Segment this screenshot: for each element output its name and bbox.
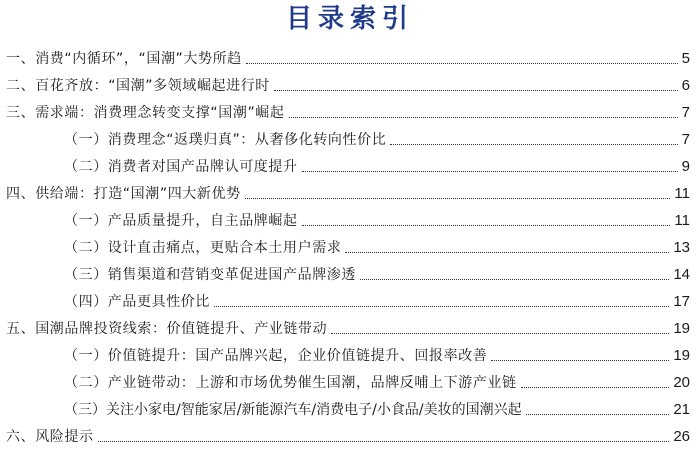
toc-entry[interactable] [6, 42, 690, 68]
dot-leader [245, 198, 671, 199]
toc-page-number: 26 [673, 428, 690, 445]
dot-leader [390, 144, 677, 145]
toc-entry[interactable] [6, 420, 690, 446]
toc-page-number: 14 [673, 266, 690, 283]
dot-leader [98, 441, 670, 442]
toc-subentry[interactable] [64, 204, 690, 230]
toc-page-number: 5 [681, 50, 690, 67]
toc-page-number: 19 [673, 320, 690, 337]
toc-entry-label: 六、风险提示 [6, 429, 94, 445]
toc-entry-label: （三）销售渠道和营销变革促进国产品牌渗透 [64, 267, 356, 283]
toc-page-number: 7 [681, 131, 690, 148]
dot-leader [274, 90, 678, 91]
toc-page-number: 11 [674, 185, 690, 202]
toc-entry-label: 四、供给端：打造“国潮”四大新优势 [6, 186, 241, 202]
toc-subentry[interactable] [64, 393, 690, 419]
toc-entry-label: 三、需求端：消费理念转变支撑“国潮”崛起 [6, 105, 285, 121]
toc-entry-label: （一）价值链提升：国产品牌兴起，企业价值链提升、回报率改善 [64, 348, 488, 364]
dot-leader [491, 360, 669, 361]
toc-subentry[interactable] [64, 123, 690, 149]
toc-subentry[interactable] [64, 285, 690, 311]
toc-entry-label: （一）消费理念“返璞归真”：从奢侈化转向性价比 [64, 132, 387, 148]
toc-entry-label: （二）消费者对国产品牌认可度提升 [64, 159, 298, 175]
toc-page-number: 20 [673, 374, 690, 391]
dot-leader [289, 117, 678, 118]
toc-page-number: 19 [673, 347, 690, 364]
toc-title: 目录索引 [285, 4, 414, 34]
toc-entry-label: 二、百花齐放：“国潮”多领域崛起进行时 [6, 78, 270, 94]
toc-page-number: 9 [681, 158, 690, 175]
toc-page-number: 17 [673, 293, 690, 310]
toc-subentry[interactable] [64, 258, 690, 284]
dot-leader [331, 333, 669, 334]
toc-entry-label: （四）产品更具性价比 [64, 294, 210, 310]
toc-entry-label: 一、消费“内循环”，“国潮”大势所趋 [6, 51, 242, 67]
toc-entry-label: 五、国潮品牌投资线索：价值链提升、产业链带动 [6, 321, 328, 337]
toc-page-number: 21 [673, 401, 690, 418]
toc-entry[interactable] [6, 69, 690, 95]
toc-subentry[interactable] [64, 339, 690, 365]
toc-entry[interactable] [6, 96, 690, 122]
dot-leader [345, 252, 669, 253]
toc-entry[interactable] [6, 312, 690, 338]
toc-subentry[interactable] [64, 366, 690, 392]
dot-leader [214, 306, 669, 307]
dot-leader [526, 414, 670, 415]
toc-entry[interactable] [6, 177, 690, 203]
toc-entry-label: （一）产品质量提升，自主品牌崛起 [64, 213, 298, 229]
toc-page-number: 7 [681, 104, 690, 121]
toc-subentry[interactable] [64, 231, 690, 257]
dot-leader [302, 171, 678, 172]
toc-entry-label: （二）设计直击痛点，更贴合本土用户需求 [64, 240, 342, 256]
dot-leader [360, 279, 669, 280]
toc-page-number: 13 [673, 239, 690, 256]
toc-page-number: 11 [674, 212, 690, 229]
toc-entry-label: （三）关注小家电/智能家居/新能源汽车/消费电子/小食品/美妆的国潮兴起 [64, 402, 522, 418]
dot-leader [246, 63, 678, 64]
dot-leader [302, 225, 671, 226]
toc-entry-label: （二）产业链带动：上游和市场优势催生国潮，品牌反哺上下游产业链 [64, 375, 517, 391]
toc-subentry[interactable] [64, 150, 690, 176]
dot-leader [521, 387, 670, 388]
toc-page-number: 6 [681, 77, 690, 94]
